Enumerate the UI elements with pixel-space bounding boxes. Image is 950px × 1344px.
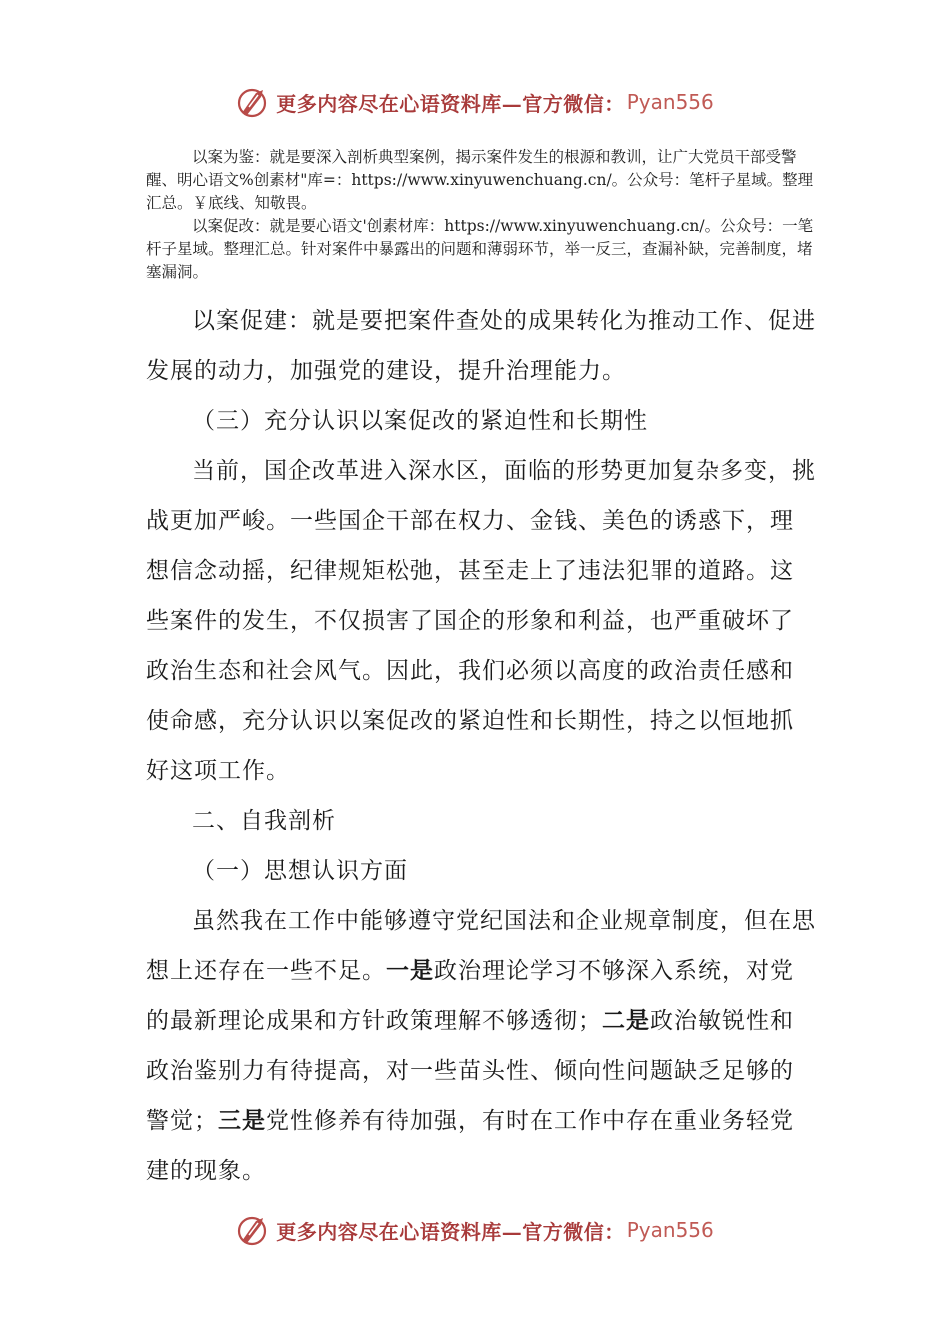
note-paragraph-1: 以案为鉴：就是要深入剖析典型案例，揭示案件发生的根源和教训，让广大党员干部受警醒、明心语文%创素材"库=：https://www.xinyuwenchuang.cn/。公众号：笔杆子星域。整理汇总。￥底线、知敬畏。 [146, 148, 814, 212]
small-notes [146, 146, 816, 284]
pen-nib-icon [236, 85, 270, 119]
pen-nib-icon [236, 1213, 270, 1247]
banner-text: 更多内容尽在心语资料库—官方微信： [276, 91, 625, 116]
footer-banner [0, 1208, 950, 1252]
point-label-2: 二是 [602, 1007, 650, 1034]
heading-ideology: （一）思想认识方面 [192, 858, 408, 884]
footer-banner-text: 更多内容尽在心语资料库—官方微信： [276, 1219, 625, 1244]
paragraph-current-situation: 当前，国企改革进入深水区，面临的形势更加复杂多变，挑战更加严峻。一些国企干部在权力、金钱、美色的诱惑下，理想信念动摇，纪律规矩松弛，甚至走上了违法犯罪的道路。这些案件的发生，不仅损害了国企的形象和利益，也严重破坏了政治生态和社会风气。因此，我们必须以高度的政治责任感和使命感，充分认识以案促改的紧迫性和长期性，持之以恒地抓好这项工作。 [146, 458, 816, 784]
point-1: 政治理论学习不够深入系统，对党的最新理论成果和方针政策理解不够透彻； [146, 958, 794, 1034]
point-3: 党性修养有待加强，有时在工作中存在重业务轻党建的现象。 [146, 1108, 794, 1184]
paragraph-yi-an-cu-jian: 以案促建：就是要把案件查处的成果转化为推动工作、促进发展的动力，加强党的建设，提升治理能力。 [146, 308, 816, 384]
footer-banner-wechat-id: Pyan556 [626, 1218, 714, 1242]
note-paragraph-2: 以案促改：就是要心语文'创素材库：https://www.xinyuwenchuang.cn/。公众号：一笔杆子星域。整理汇总。针对案件中暴露出的问题和薄弱环节，举一反三，查漏补缺，完善制度，堵塞漏洞。 [146, 217, 814, 281]
ideology-intro: 虽然我在工作中能够遵守党纪国法和企业规章制度，但在思想上还存在一些不足。 [146, 908, 816, 984]
banner-wechat-id: Pyan556 [626, 90, 714, 114]
heading-self-analysis: 二、自我剖析 [192, 808, 336, 834]
header-banner [0, 80, 950, 124]
point-label-1: 一是 [386, 957, 434, 984]
point-2: 政治敏锐性和政治鉴别力有待提高，对一些苗头性、倾向性问题缺乏足够的警觉； [146, 1008, 794, 1134]
point-label-3: 三是 [218, 1107, 266, 1134]
paragraph-ideology [146, 896, 816, 1196]
heading-san: （三）充分认识以案促改的紧迫性和长期性 [192, 408, 648, 434]
main-body [146, 296, 816, 1196]
